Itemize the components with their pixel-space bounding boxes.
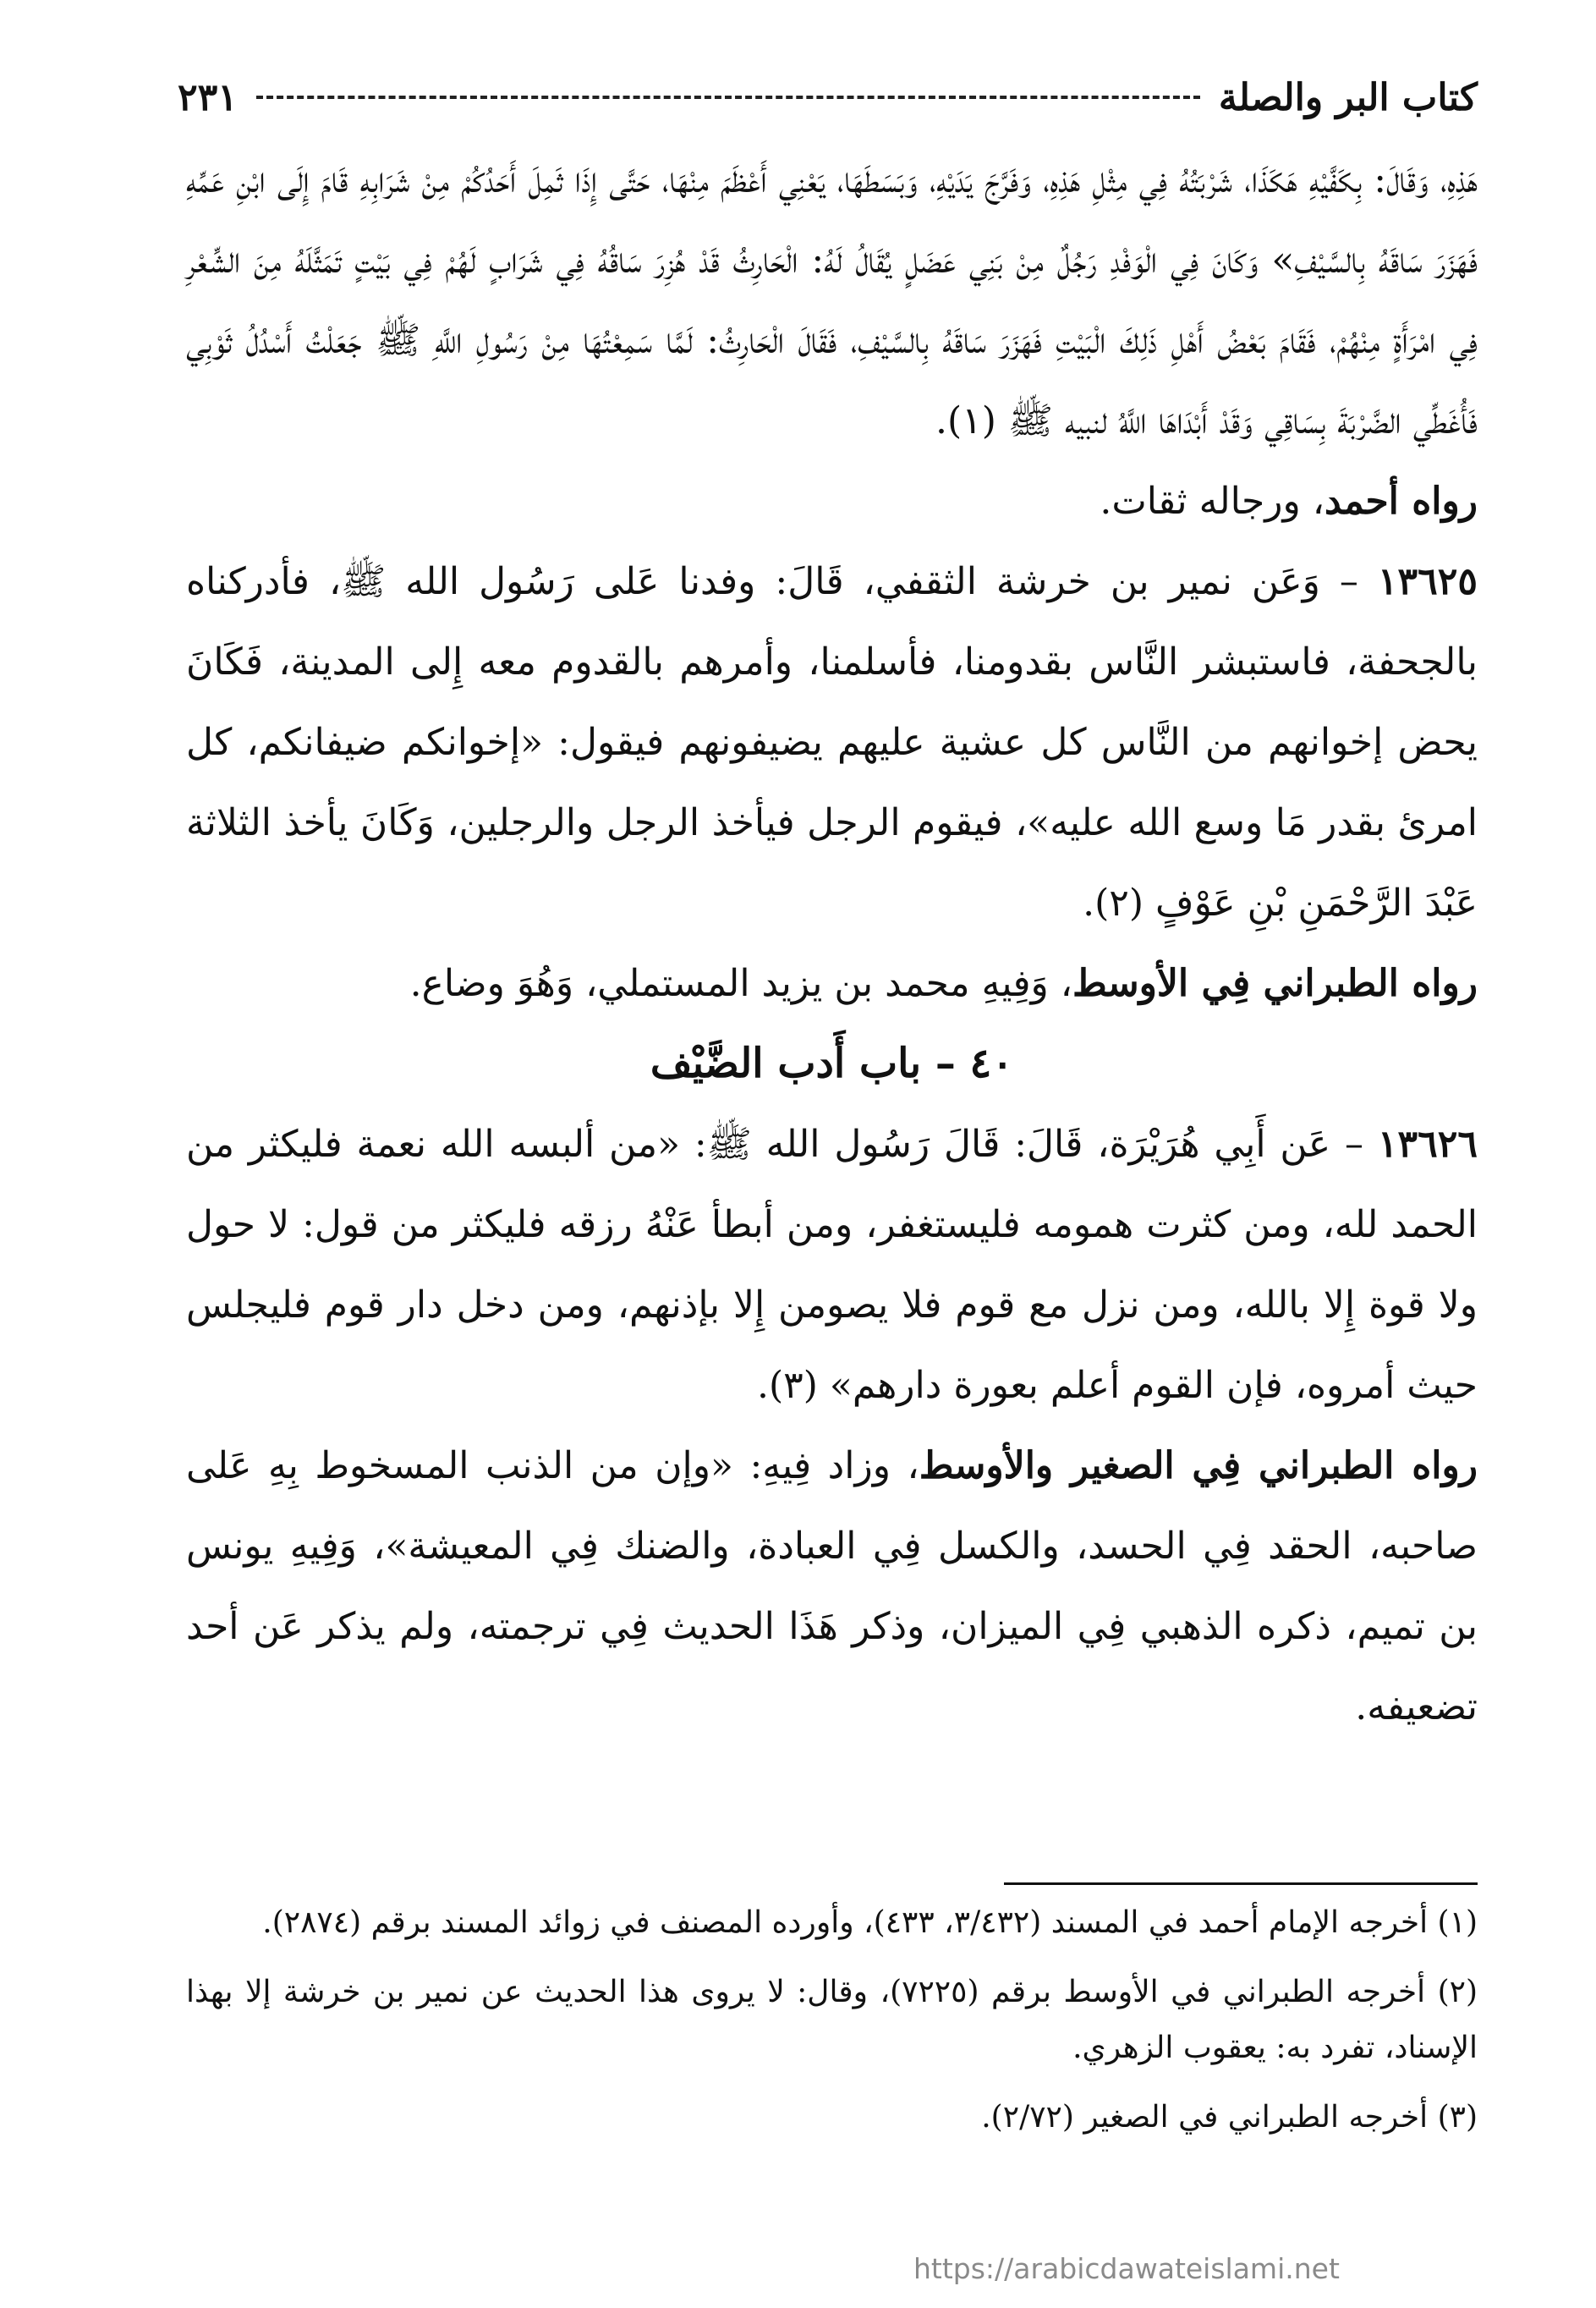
source-name: رواه الطبراني فِي الصغير والأوسط bbox=[919, 1444, 1478, 1487]
hadith-continuation-paragraph: هَذِهِ، وَقَالَ: بِكَفَّيْهِ هَكَذَا، شَرْبَتُهُ فِي مِثْلِ هَذِهِ، وَفَرَّجَ يَدَيْهِ، وَبَسَطَهَا، يَعْنِي أَعْظَمَ مِنْهَا، حَتَّى إِذَا ثَمِلَ أَحَدُكُمْ مِنْ شَرَابِهِ قَامَ إِلَى ابْنِ عَمِّهِ فَهَزَرَ سَاقَهُ بِالسَّيْفِ» وَكَانَ فِي الْوَفْدِ رَجُلٌ مِنْ بَنِي عَضَلٍ يُقَالُ لَهُ: الْحَارِثُ قَدْ هُزِرَ سَاقُهُ فِي شَرَابٍ لَهُمْ فِي بَيْتٍ تَمَثَّلَهُ مِنَ الشِّعْرِ فِي امْرَأَةٍ مِنْهُمْ، فَقَامَ بَعْضُ أَهْلِ ذَلِكَ الْبَيْتِ فَهَزَرَ سَاقَهُ بِالسَّيْفِ، فَقَالَ الْحَارِثُ: لَمَّا سَمِعْتُهَا مِنْ رَسُولِ اللَّهِ ﷺ جَعَلْتُ أَسْدُلُ ثَوْبِي فَأُغَطِّي الضَّرْبَةَ بِسَاقِي وَقَدْ أَبْدَاهَا اللَّهُ لنبيه ﷺ (١). bbox=[186, 158, 1478, 442]
page-header bbox=[178, 68, 1478, 127]
footnote-3: (٣) أخرجه الطبراني في الصغير (٢/٧٢). bbox=[981, 2100, 1478, 2135]
source-remark: ، ورجاله ثقات. bbox=[1100, 480, 1325, 523]
chapter-heading: ٤٠ – باب أَدب الضَّيْف bbox=[650, 1040, 1014, 1087]
watermark-url: https://arabicdawateislami.net bbox=[913, 2252, 1340, 2285]
source-name: رواه الطبراني فِي الأوسط bbox=[1072, 962, 1478, 1005]
footnote-2: (٢) أخرجه الطبراني في الأوسط برقم (٧٢٢٥)، وقال: لا يروى هذا الحديث عن نمير بن خرشة إلا بهذا الإسناد، تفرد به: يعقوب الزهري. bbox=[186, 1975, 1478, 2065]
book-title: كتاب البر والصلة bbox=[1218, 75, 1478, 119]
footnote-1: (١) أخرجه الإمام أحمد في المسند (٣/٤٣٢، ٤٣٣)، وأورده المصنف في زوائد المسند برقم (٢٨٧٤). bbox=[262, 1905, 1478, 1940]
header-dashed-rule bbox=[256, 96, 1200, 99]
source-remark: ، وزاد فِيهِ: «وإن من الذنب المسخوط بِهِ عَلى صاحبه، الحقد فِي الحسد، والكسل فِي العبادة، والضنك فِي المعيشة»، وَفِيهِ يونس بن تميم، ذكره الذهبي فِي الميزان، وذكر هَذَا الحديث فِي ترجمته، ولم يذكر عَن أحد تضعيفه. bbox=[186, 1444, 1478, 1728]
source-remark: ، وَفِيهِ محمد بن يزيد المستملي، وَهُوَ وضاع. bbox=[409, 962, 1072, 1005]
hadith-source-line bbox=[186, 461, 1478, 541]
hadith-source-line bbox=[186, 943, 1478, 1024]
hadith-paragraph bbox=[186, 541, 1478, 943]
footnotes bbox=[186, 1895, 1478, 2159]
hadith-paragraph bbox=[186, 1104, 1478, 1426]
source-name: رواه أحمد bbox=[1324, 480, 1478, 523]
page-number: ٢٣١ bbox=[178, 75, 238, 119]
hadith-source-paragraph bbox=[186, 1426, 1478, 1747]
hadith-text: – عَن أَبِي هُرَيْرَة، قَالَ: قَالَ رَسُول الله ﷺ: «من ألبسه الله نعمة فليكثر من الحمد لله، ومن كثرت همومه فليستغفر، ومن أبطأ عَنْهُ رزقه فليكثر من قول: لا حول ولا قوة إِلا بالله، ومن نزل مع قوم فلا يصومن إِلا بإذنهم، ومن دخل دار قوم فليجلس حيث أمروه، فإن القوم أعلم بعورة دارهم» (٣). bbox=[186, 1123, 1478, 1407]
hadith-number: ١٣٦٢٦ bbox=[1377, 1123, 1478, 1166]
page-body bbox=[186, 140, 1478, 1747]
hadith-number: ١٣٦٢٥ bbox=[1377, 560, 1478, 603]
hadith-text: – وَعَن نمير بن خرشة الثقفي، قَالَ: وفدنا عَلى رَسُول الله ﷺ، فأدركناه بالجحفة، فاستبشر النَّاس بقدومنا، فأسلمنا، وأمرهم بالقدوم معه إِلى المدينة، فَكَانَ يحض إخوانهم من النَّاس كل عشية عليهم يضيفونهم فيقول: «إخوانكم ضيفانكم، كل امرئ بقدر مَا وسع الله عليه»، فيقوم الرجل فيأخذ الرجل والرجلين، وَكَانَ يأخذ الثلاثة عَبْدَ الرَّحْمَنِ بْنِ عَوْفٍ (٢). bbox=[186, 560, 1478, 925]
footnote-separator bbox=[1004, 1882, 1478, 1885]
